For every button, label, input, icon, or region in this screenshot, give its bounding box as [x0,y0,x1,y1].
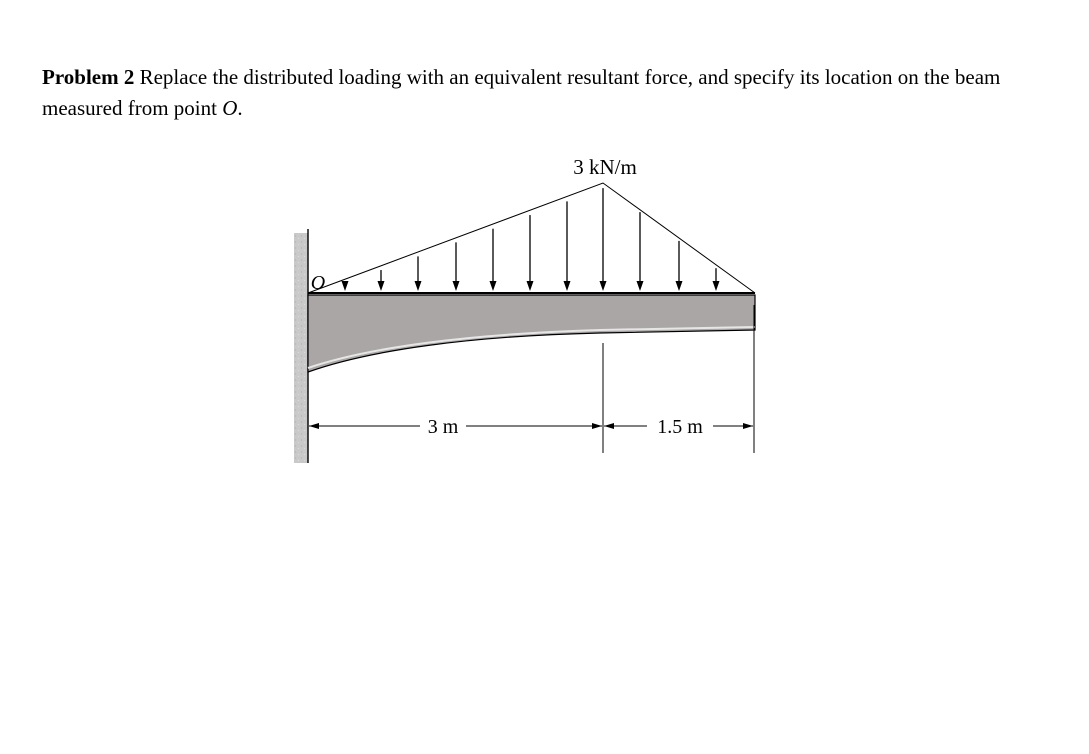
load-arrow-head [342,281,349,291]
origin-label: O [310,272,326,294]
load-arrow-head [564,281,571,291]
dimension-arrow-3m-left [309,423,319,429]
dimension-label-1-5m: 1.5 m [657,416,703,438]
dimension-label-3m: 3 m [427,416,459,438]
problem-label: Problem 2 [42,65,135,89]
problem-point-name: O [222,96,238,120]
dimension-arrow-1-5m-right [743,423,753,429]
load-arrows [342,188,720,291]
load-arrow-head [637,281,644,291]
load-arrow-head [490,281,497,291]
fixed-wall [294,233,308,463]
load-arrow-head [378,281,385,291]
load-intensity-label: 3 kN/m [573,155,637,179]
load-arrow-head [453,281,460,291]
load-arrow-head [415,281,422,291]
problem-text-end: . [237,96,243,120]
load-arrow-head [600,281,607,291]
problem-text: Replace the distributed loading with an equivalent resultant force, and specify its location on the beam measured from point [42,65,1001,120]
load-arrow-head [713,281,720,291]
dimension-arrow-3m-right [592,423,602,429]
load-envelope [308,183,755,293]
load-arrow-head [676,281,683,291]
dimension-arrow-1-5m-left [604,423,614,429]
load-arrow-head [527,281,534,291]
